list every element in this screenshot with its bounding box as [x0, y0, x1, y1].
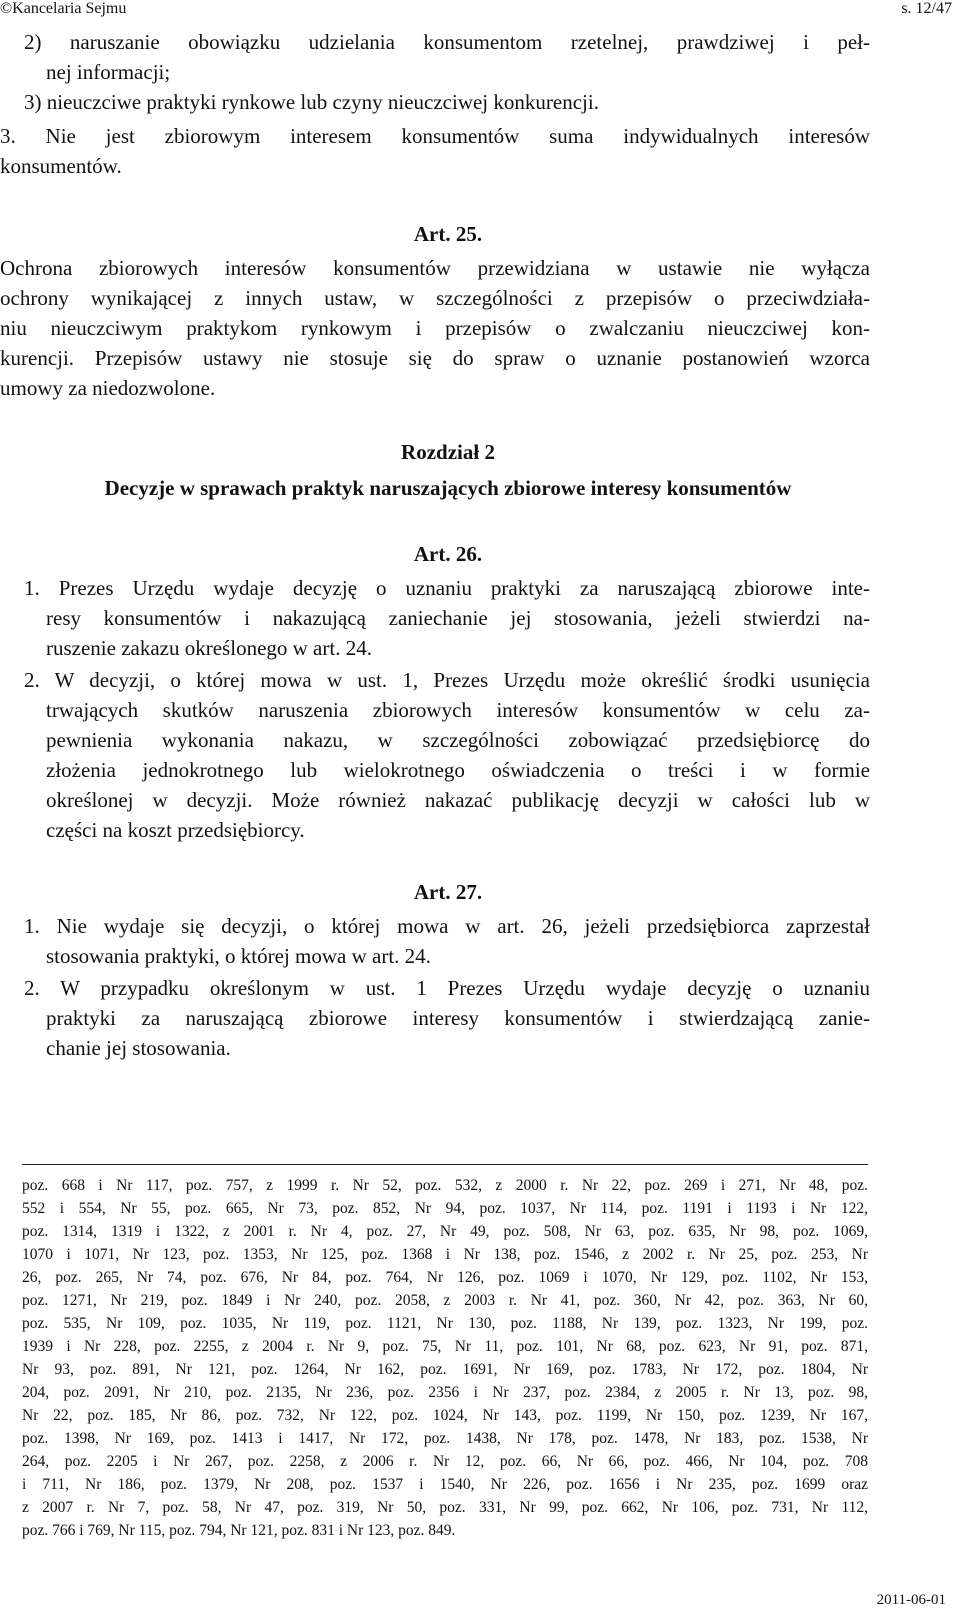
text-line: Ochrona zbiorowych interesów konsumentów przewidziana w ustawie nie wyłącza	[0, 256, 870, 280]
footnote-line: 264, poz. 2205 i Nr 267, poz. 2258, z 2006 r. Nr 12, poz. 66, Nr 66, poz. 466, Nr 104, poz. 708	[22, 1453, 868, 1470]
text-line: ochrony wynikającej z innych ustaw, w szczególności z przepisów o przeciwdziała-	[0, 286, 870, 310]
text-line: określonej w decyzji. Może również nakazać publikację decyzji w całości lub w	[46, 788, 870, 812]
text-line: niu nieuczciwym praktykom rynkowym i przepisów o zwalczaniu nieuczciwej kon-	[0, 316, 870, 340]
text-line: 1. Nie wydaje się decyzji, o której mowa w art. 26, jeżeli przedsiębiorca zaprzestał	[24, 914, 870, 938]
text-line: 3) nieuczciwe praktyki rynkowe lub czyny nieuczciwej konkurencji.	[24, 90, 599, 114]
text-line: nej informacji;	[46, 60, 171, 84]
text-line: stosowania praktyki, o której mowa w art. 24.	[46, 944, 431, 968]
footnote-line: i 711, Nr 186, poz. 1379, Nr 208, poz. 1537 i 1540, Nr 226, poz. 1656 i Nr 235, poz. 1699 oraz	[22, 1476, 868, 1493]
text-line: umowy za niedozwolone.	[0, 376, 216, 400]
article-title: Art. 25.	[413, 222, 483, 246]
footnote-line: 204, poz. 2091, Nr 210, poz. 2135, Nr 236, poz. 2356 i Nr 237, poz. 2384, z 2005 r. Nr 13, poz. 98,	[22, 1384, 868, 1401]
text-line: 2. W decyzji, o której mowa w ust. 1, Prezes Urzędu może określić środki usunięcia	[24, 668, 870, 692]
text-line: złożenia jednokrotnego lub wielokrotnego oświadczenia o treści i w formie	[46, 758, 870, 782]
footnote-line: poz. 535, Nr 109, poz. 1035, Nr 119, poz. 1121, Nr 130, poz. 1188, Nr 139, poz. 1323, Nr 199, poz.	[22, 1315, 868, 1332]
text-line: trwających skutków naruszenia zbiorowych interesów konsumentów w celu za-	[46, 698, 870, 722]
footnote-line: 552 i 554, Nr 55, poz. 665, Nr 73, poz. 852, Nr 94, poz. 1037, Nr 114, poz. 1191 i 1193 i Nr 122,	[22, 1200, 868, 1217]
header-copyright: ©Kancelaria Sejmu	[0, 0, 127, 17]
text-line: 1. Prezes Urzędu wydaje decyzję o uznaniu praktyki za naruszającą zbiorowe inte-	[24, 576, 870, 600]
footnote-line: poz. 668 i Nr 117, poz. 757, z 1999 r. Nr 52, poz. 532, z 2000 r. Nr 22, poz. 269 i 271, Nr 48, poz.	[22, 1177, 868, 1194]
footnote-line: Nr 22, poz. 185, Nr 86, poz. 732, Nr 122, poz. 1024, Nr 143, poz. 1199, Nr 150, poz. 1239, Nr 167,	[22, 1407, 868, 1424]
footer-date: 2011-06-01	[876, 1592, 946, 1608]
text-line: konsumentów.	[0, 154, 122, 178]
footnote-line: z 2007 r. Nr 7, poz. 58, Nr 47, poz. 319, Nr 50, poz. 331, Nr 99, poz. 662, Nr 106, poz. 731, Nr 112,	[22, 1499, 868, 1516]
chapter-title: Decyzje w sprawach praktyk naruszających zbiorowe interesy konsumentów	[104, 476, 792, 500]
footnote-line: poz. 1398, Nr 169, poz. 1413 i 1417, Nr 172, poz. 1438, Nr 178, poz. 1478, Nr 183, poz. 1538, Nr	[22, 1430, 868, 1447]
footnote-line: Nr 93, poz. 891, Nr 121, poz. 1264, Nr 162, poz. 1691, Nr 169, poz. 1783, Nr 172, poz. 1804, Nr	[22, 1361, 868, 1378]
text-line: pewnienia wykonania nakazu, w szczególności zobowiązać przedsiębiorcę do	[46, 728, 870, 752]
article-title: Art. 27.	[413, 880, 483, 904]
text-line: praktyki za naruszającą zbiorowe interesy konsumentów i stwierdzającą zanie-	[46, 1006, 870, 1030]
footnote-separator	[22, 1164, 868, 1165]
text-line: 3. Nie jest zbiorowym interesem konsumentów suma indywidualnych interesów	[0, 124, 870, 148]
header-page-number: s. 12/47	[901, 0, 952, 17]
text-line: resy konsumentów i nakazującą zaniechanie jej stosowania, jeżeli stwierdzi na-	[46, 606, 870, 630]
text-line: chanie jej stosowania.	[46, 1036, 231, 1060]
text-line: kurencji. Przepisów ustawy nie stosuje się do spraw o uznanie postanowień wzorca	[0, 346, 870, 370]
footnote-line: 1070 i 1071, Nr 123, poz. 1353, Nr 125, poz. 1368 i Nr 138, poz. 1546, z 2002 r. Nr 25, poz. 253, Nr	[22, 1246, 868, 1263]
footnote-line: 26, poz. 265, Nr 74, poz. 676, Nr 84, poz. 764, Nr 126, poz. 1069 i 1070, Nr 129, poz. 1102, Nr 153,	[22, 1269, 868, 1286]
article-title: Art. 26.	[413, 542, 483, 566]
footnote-line: poz. 1314, 1319 i 1322, z 2001 r. Nr 4, poz. 27, Nr 49, poz. 508, Nr 63, poz. 635, Nr 98, poz. 1069,	[22, 1223, 868, 1240]
footnote-line: 1939 i Nr 228, poz. 2255, z 2004 r. Nr 9, poz. 75, Nr 11, poz. 101, Nr 68, poz. 623, Nr 91, poz. 871,	[22, 1338, 868, 1355]
text-line: 2. W przypadku określonym w ust. 1 Prezes Urzędu wydaje decyzję o uznaniu	[24, 976, 870, 1000]
footnote-line: poz. 1271, Nr 219, poz. 1849 i Nr 240, poz. 2058, z 2003 r. Nr 41, poz. 360, Nr 42, poz. 363, Nr 60,	[22, 1292, 868, 1309]
chapter-number: Rozdział 2	[401, 440, 495, 464]
text-line: części na koszt przedsiębiorcy.	[46, 818, 305, 842]
text-line: ruszenie zakazu określonego w art. 24.	[46, 636, 372, 660]
footnote-line: poz. 766 i 769, Nr 115, poz. 794, Nr 121, poz. 831 i Nr 123, poz. 849.	[22, 1522, 456, 1539]
text-line: 2) naruszanie obowiązku udzielania konsumentom rzetelnej, prawdziwej i peł-	[24, 30, 870, 54]
